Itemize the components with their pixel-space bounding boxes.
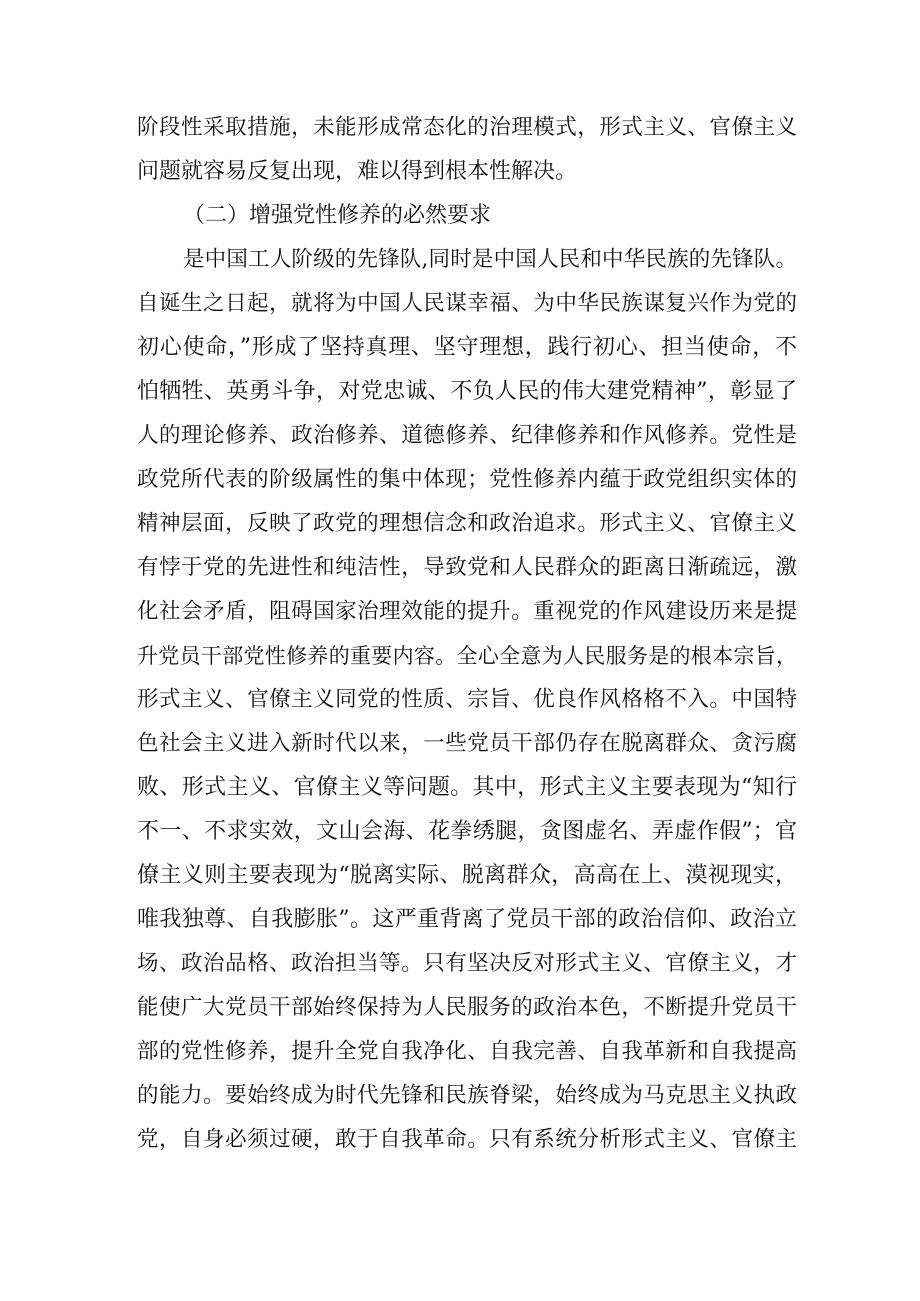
body-text-line: 怕牺牲、英勇斗争，对党忠诚、不负人民的伟大建党精神”，彰显了 bbox=[137, 379, 797, 404]
body-text-line: 初心使命，”形成了坚持真理、坚守理想，践行初心、担当使命，不 bbox=[137, 335, 797, 360]
body-text-line: 自诞生之日起，就将为中国人民谋幸福、为中华民族谋复兴作为党的 bbox=[137, 291, 797, 316]
body-text-line: 有悖于党的先进性和纯洁性，导致党和人民群众的距离日渐疏远，激 bbox=[137, 555, 797, 580]
body-text-line: 政党所代表的阶级属性的集中体现；党性修养内蕴于政党组织实体的 bbox=[137, 467, 797, 492]
paragraph-first-line: 是中国工人阶级的先锋队,同时是中国人民和中华民族的先锋队。 bbox=[183, 247, 797, 272]
body-text-line: 部的党性修养，提升全党自我净化、自我完善、自我革新和自我提高 bbox=[137, 1039, 797, 1064]
body-text-line: 化社会矛盾，阻碍国家治理效能的提升。重视党的作风建设历来是提 bbox=[137, 599, 797, 624]
body-text-line: 精神层面，反映了政党的理想信念和政治追求。形式主义、官僚主义 bbox=[137, 511, 797, 536]
body-text-line: 唯我独尊、自我膨胀”。这严重背离了党员干部的政治信仰、政治立 bbox=[137, 907, 797, 932]
body-text-line: 色社会主义进入新时代以来，一些党员干部仍存在脱离群众、贪污腐 bbox=[137, 731, 797, 756]
body-text-line: 的能力。要始终成为时代先锋和民族脊梁，始终成为马克思主义执政 bbox=[137, 1083, 797, 1108]
body-text-line: 问题就容易反复出现，难以得到根本性解决。 bbox=[137, 159, 578, 184]
section-heading: （二）增强党性修养的必然要求 bbox=[183, 203, 492, 228]
body-text-line: 形式主义、官僚主义同党的性质、宗旨、优良作风格格不入。中国特 bbox=[137, 687, 797, 712]
body-text-line: 僚主义则主要表现为“脱离实际、脱离群众，高高在上、漠视现实， bbox=[137, 863, 797, 888]
body-text-line: 人的理论修养、政治修养、道德修养、纪律修养和作风修养。党性是 bbox=[137, 423, 797, 448]
body-text-line: 升党员干部党性修养的重要内容。全心全意为人民服务是的根本宗旨， bbox=[137, 644, 797, 668]
body-text-line: 场、政治品格、政治担当等。只有坚决反对形式主义、官僚主义，才 bbox=[137, 951, 797, 976]
body-text-line: 阶段性采取措施，未能形成常态化的治理模式，形式主义、官僚主义 bbox=[137, 115, 797, 140]
body-text-line: 不一、不求实效，文山会海、花拳绣腿，贪图虚名、弄虚作假”；官 bbox=[137, 819, 797, 844]
body-text-line: 败、形式主义、官僚主义等问题。其中，形式主义主要表现为“知行 bbox=[137, 775, 797, 800]
body-text-line: 能使广大党员干部始终保持为人民服务的政治本色，不断提升党员干 bbox=[137, 995, 797, 1020]
body-text-line: 党，自身必须过硬，敢于自我革命。只有系统分析形式主义、官僚主 bbox=[137, 1127, 797, 1152]
